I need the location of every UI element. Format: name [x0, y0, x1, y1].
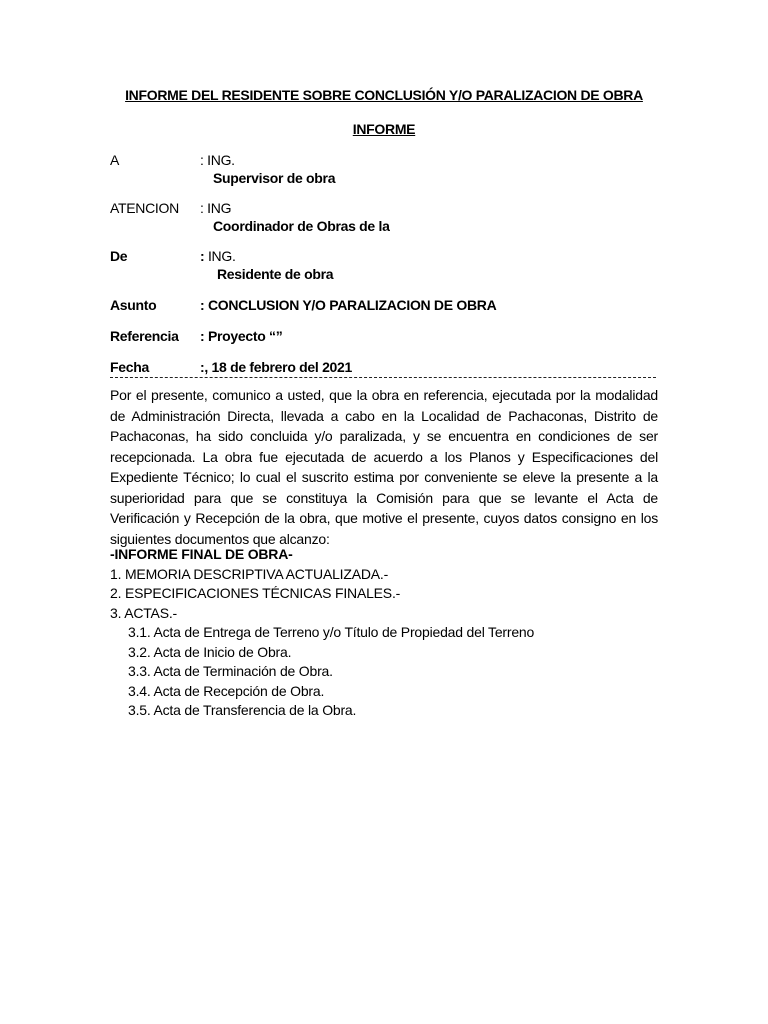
field-subvalue: Supervisor de obra — [213, 170, 336, 186]
field-label: A — [110, 152, 120, 168]
field-value: : CONCLUSION Y/O PARALIZACION DE OBRA — [200, 297, 497, 313]
field-value: : ING. — [200, 152, 235, 168]
document-subtitle: INFORME — [352, 121, 416, 137]
list-item: 2. ESPECIFICACIONES TÉCNICAS FINALES.- — [110, 585, 401, 601]
field-value: : Proyecto “” — [200, 328, 283, 344]
list-subitem: 3.5. Acta de Transferencia de la Obra. — [128, 702, 357, 718]
list-subitem: 3.2. Acta de Inicio de Obra. — [128, 643, 292, 660]
field-label: Asunto — [110, 297, 157, 313]
field-subvalue: Coordinador de Obras de la — [213, 218, 390, 234]
field-value: ING. — [204, 248, 236, 264]
list-heading: -INFORME FINAL DE OBRA- — [110, 546, 293, 562]
field-value-wrap — [200, 247, 236, 265]
list-subitem: 3.4. Acta de Recepción de Obra. — [128, 682, 325, 699]
field-value: :, 18 de febrero del 2021 — [200, 359, 353, 375]
list-subitem: 3.3. Acta de Terminación de Obra. — [128, 663, 333, 679]
list-subitem: 3.1. Acta de Entrega de Terreno y/o Título de Propiedad del Terreno — [128, 624, 535, 640]
documents-list — [110, 545, 534, 721]
list-item: 1. MEMORIA DESCRIPTIVA ACTUALIZADA.- — [110, 565, 389, 582]
field-subvalue: Residente de obra — [217, 266, 334, 282]
field-label: De — [110, 248, 128, 264]
field-label: Referencia — [110, 328, 179, 344]
list-item: 3. ACTAS.- — [110, 604, 177, 621]
dashed-divider — [110, 377, 656, 378]
field-label: Fecha — [110, 359, 149, 375]
document-title: INFORME DEL RESIDENTE SOBRE CONCLUSIÓN Y/O PARALIZACION DE OBRA — [125, 87, 643, 103]
field-label: ATENCION — [110, 200, 179, 216]
field-value: : ING — [200, 200, 232, 216]
body-paragraph: Por el presente, comunico a usted, que la obra en referencia, ejecutada por la modalidad de Administración Directa, llevada a cabo en la Localidad de Pachaconas, Distrito de Pachaconas, ha sido concluida y/o paralizada, y se encuentra en condiciones de ser recepcionada. La obra fue ejecutada de acuerdo a los Planos y Especificaciones del Expediente Técnico; lo cual el suscrito estima por conveniente se eleve la presente a la superioridad para que se constituya la Comisión para que se levante el Acta de Verificación y Recepción de la obra, que motive el presente, cuyos datos consigno en los siguientes documentos que alcanzo: — [110, 387, 658, 547]
field-colon: : — [200, 248, 205, 264]
